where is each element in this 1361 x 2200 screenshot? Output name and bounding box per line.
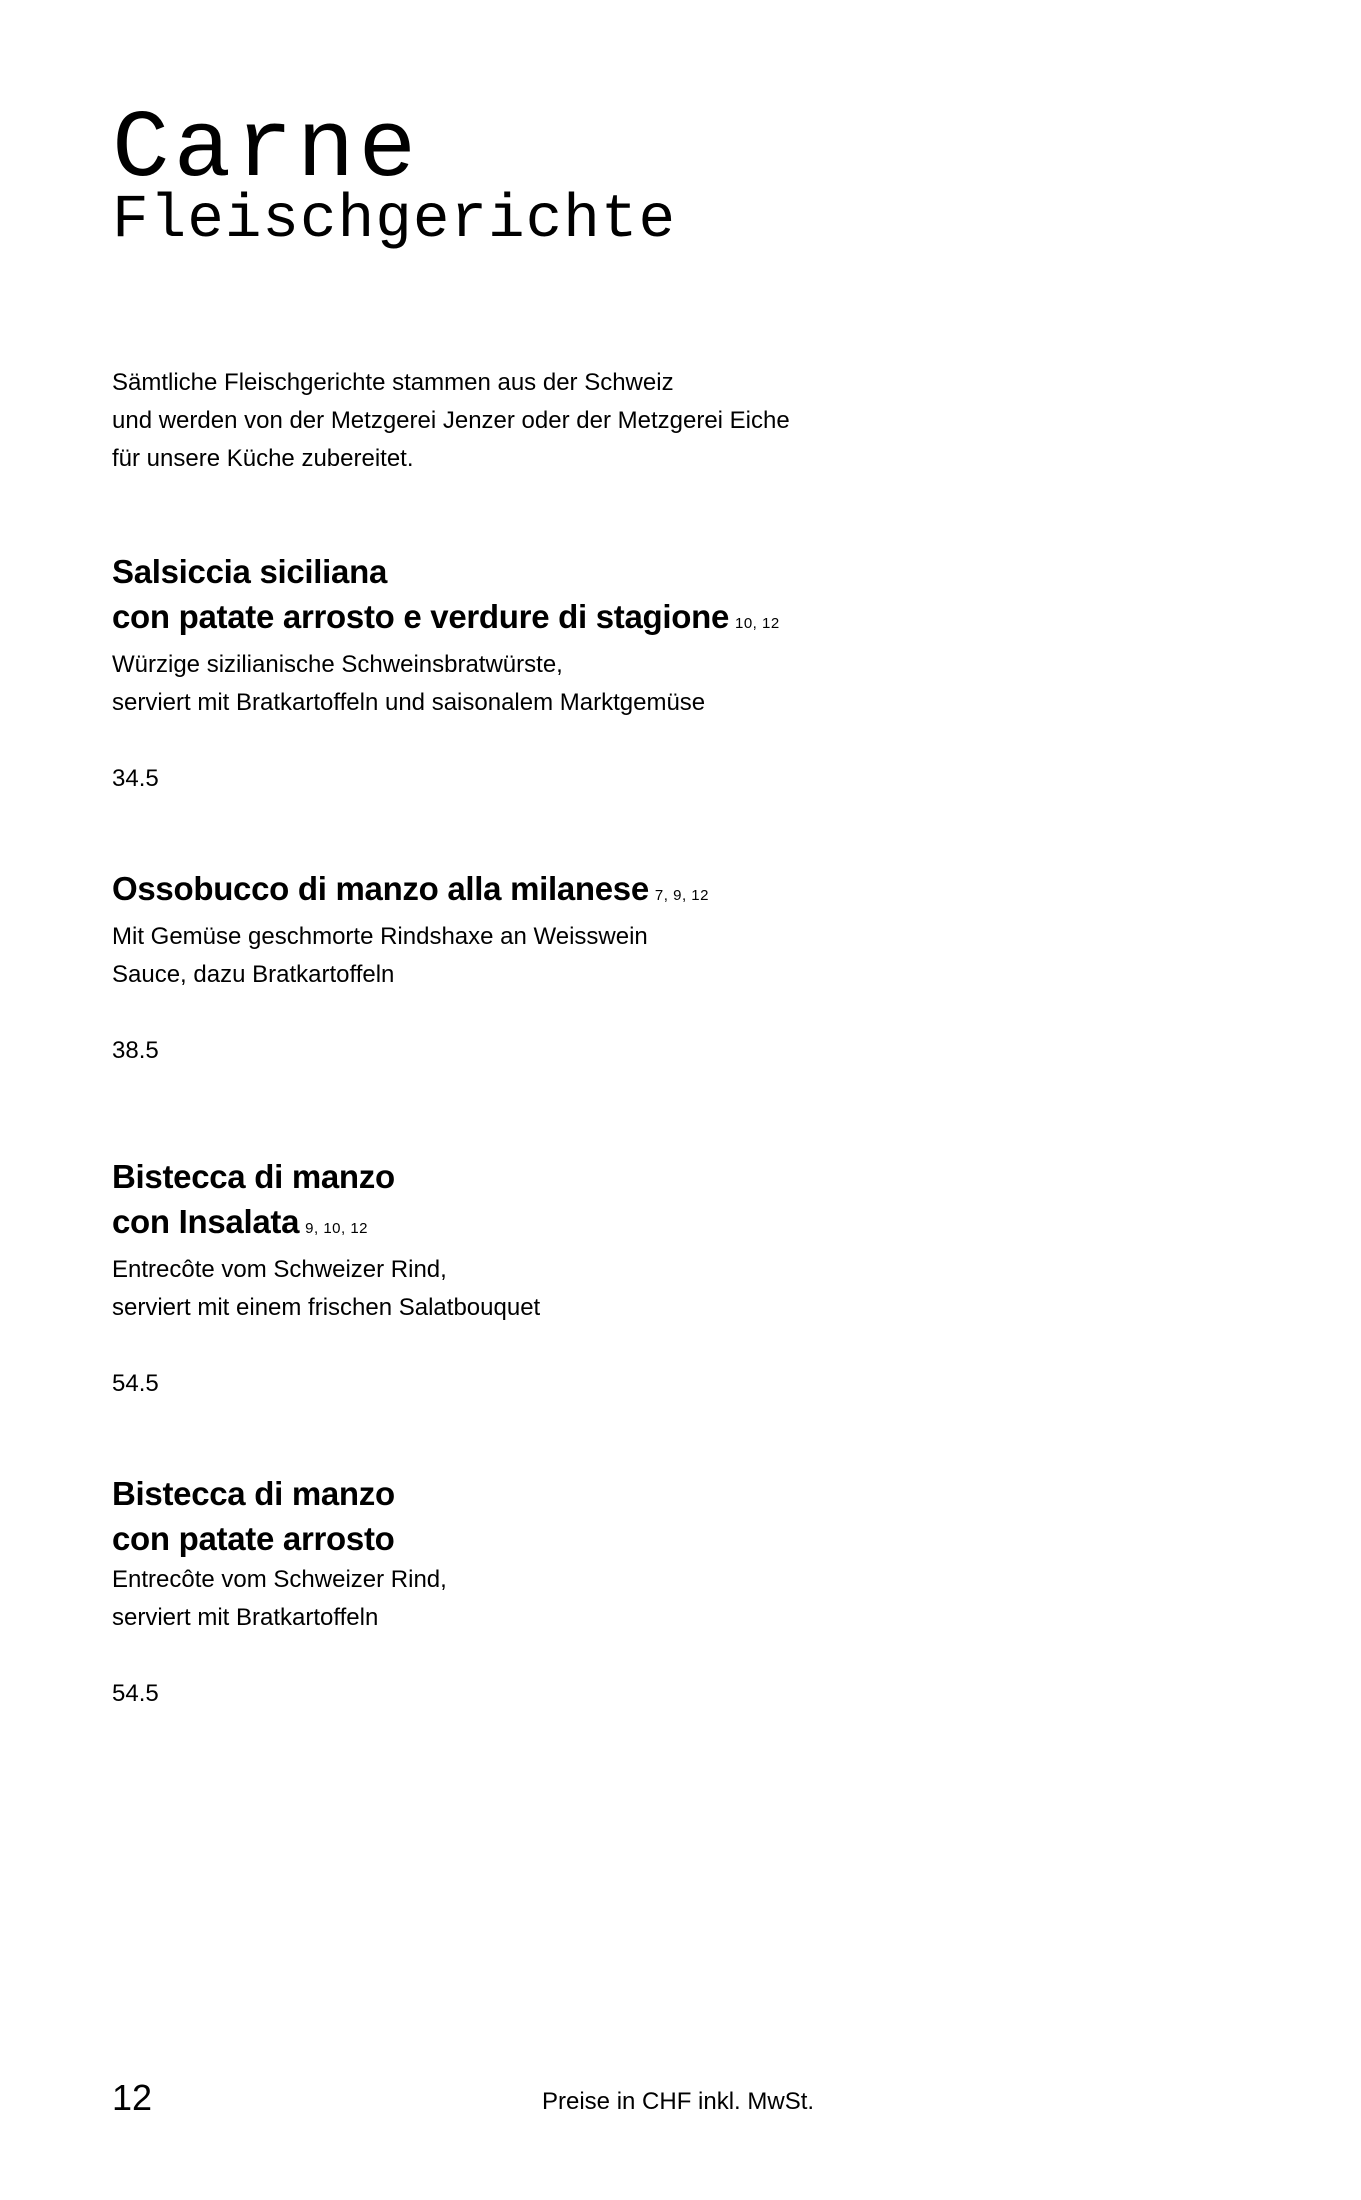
menu-item-bistecca-insalata xyxy=(112,1154,1212,1403)
description-line: serviert mit einem frischen Salatbouquet xyxy=(112,1294,541,1321)
allergen-codes: 9, 10, 12 xyxy=(305,1220,369,1237)
dish-price: 54.5 xyxy=(112,1370,159,1397)
dish-name-text: con patate arrosto e verdure di stagione xyxy=(112,598,729,635)
description-line: Würzige sizilianische Schweinsbratwürste, xyxy=(112,651,563,678)
dish-name-line: Bistecca di manzo xyxy=(112,1158,395,1195)
description-line: Sauce, dazu Bratkartoffeln xyxy=(112,961,395,988)
dish-name xyxy=(112,549,1212,646)
dish-name xyxy=(112,1154,1212,1251)
dish-name xyxy=(112,866,1212,918)
menu-item-salsiccia xyxy=(112,549,1212,798)
description-line: serviert mit Bratkartoffeln und saisonalem Marktgemüse xyxy=(112,689,706,716)
intro-line: und werden von der Metzgerei Jenzer oder der Metzgerei Eiche xyxy=(112,407,790,434)
dish-name-line: Salsiccia siciliana xyxy=(112,553,387,590)
dish-name-text: Ossobucco di manzo alla milanese xyxy=(112,870,649,907)
dish-name-line xyxy=(112,594,1212,646)
dish-description xyxy=(112,1561,1212,1637)
dish-name-line: Bistecca di manzo xyxy=(112,1475,395,1512)
dish-description xyxy=(112,1251,1212,1327)
description-line: Mit Gemüse geschmorte Rindshaxe an Weisswein xyxy=(112,923,648,950)
intro-line: Sämtliche Fleischgerichte stammen aus der Schweiz xyxy=(112,369,674,396)
description-line: serviert mit Bratkartoffeln xyxy=(112,1604,379,1631)
page-number: 12 xyxy=(112,2077,153,2118)
dish-description xyxy=(112,646,1212,722)
dish-name-line xyxy=(112,1199,1212,1251)
dish-price: 54.5 xyxy=(112,1680,159,1707)
dish-price: 38.5 xyxy=(112,1037,159,1064)
dish-name-text: con Insalata xyxy=(112,1203,300,1240)
intro-line: für unsere Küche zubereitet. xyxy=(112,445,414,472)
page-title: Carne xyxy=(112,95,421,204)
intro-text xyxy=(112,364,790,478)
allergen-codes: 7, 9, 12 xyxy=(654,887,709,904)
dish-name-line: con patate arrosto xyxy=(112,1520,395,1557)
page-subtitle: Fleischgerichte xyxy=(112,186,677,255)
menu-item-bistecca-patate xyxy=(112,1471,1212,1713)
dish-name xyxy=(112,1471,1212,1561)
dish-description xyxy=(112,918,1212,994)
price-note: Preise in CHF inkl. MwSt. xyxy=(542,2088,815,2115)
allergen-codes: 10, 12 xyxy=(735,615,780,632)
dish-name-line xyxy=(112,866,1212,918)
description-line: Entrecôte vom Schweizer Rind, xyxy=(112,1566,447,1593)
menu-item-ossobucco xyxy=(112,866,1212,1070)
description-line: Entrecôte vom Schweizer Rind, xyxy=(112,1256,447,1283)
dish-price: 34.5 xyxy=(112,765,159,792)
